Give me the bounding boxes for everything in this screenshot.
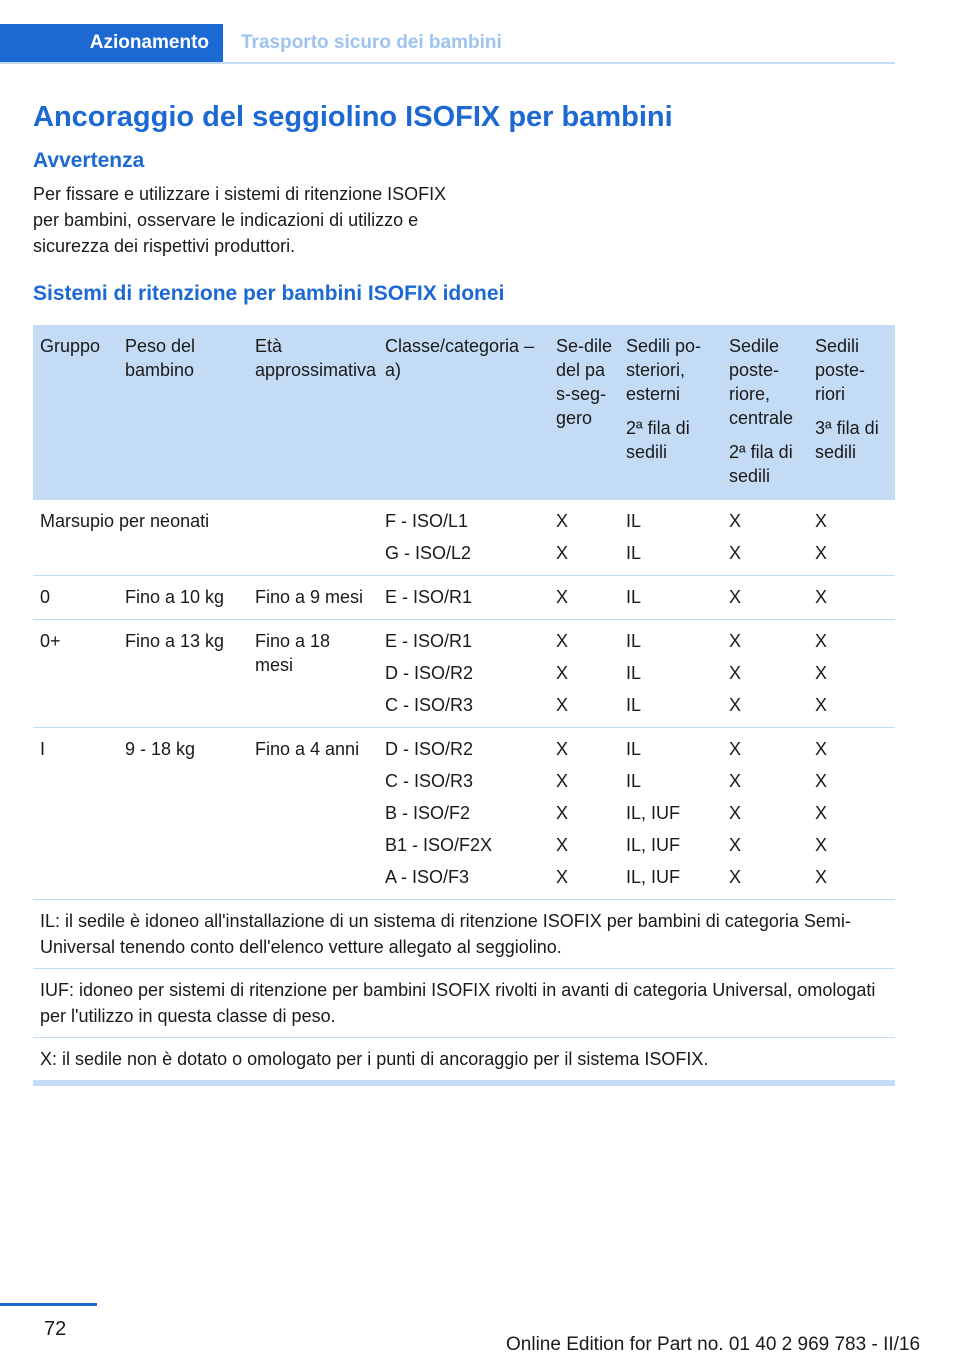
cell-value: G - ISO/L2	[385, 543, 472, 563]
cell-terza-fila	[808, 728, 895, 900]
table-row	[33, 576, 895, 620]
cell-classe	[378, 620, 549, 728]
cell-value: X	[815, 835, 828, 855]
cell-value: X	[556, 695, 569, 715]
cell-value: IL	[626, 631, 642, 651]
cell-value: IL, IUF	[626, 835, 681, 855]
edition-text: Online Edition for Part no. 01 40 2 969 783 - II/16	[506, 1334, 921, 1355]
page-title: Ancoraggio del seggiolino ISOFIX per bambini	[33, 101, 673, 133]
table-row	[33, 620, 895, 728]
table-note-row	[33, 969, 895, 1038]
cell-value: X	[729, 511, 742, 531]
cell-value: X	[556, 803, 569, 823]
cell-classe	[378, 728, 549, 900]
cell-passeggero	[549, 576, 619, 620]
cell-posteriori-esterni	[619, 576, 722, 620]
cell-value: IL, IUF	[626, 867, 681, 887]
tab-trasporto-bambini[interactable]: Trasporto sicuro dei bambini	[241, 32, 502, 53]
cell-value: E - ISO/R1	[385, 631, 473, 651]
cell-value: IL	[626, 587, 642, 607]
cell-peso: Fino a 10 kg	[118, 576, 248, 620]
cell-value: IL	[626, 739, 642, 759]
cell-posteriore-centrale	[722, 620, 808, 728]
cell-eta: Fino a 9 mesi	[248, 576, 378, 620]
note-x: X: il sedile non è dotato o omologato per i punti di ancoraggio per il sistema ISOFIX.	[33, 1038, 895, 1084]
cell-value: X	[815, 631, 828, 651]
systems-heading: Sistemi di ritenzione per bambini ISOFIX idonei	[33, 282, 505, 305]
cell-posteriore-centrale	[722, 500, 808, 576]
note-iuf: IUF: idoneo per sistemi di ritenzione per bambini ISOFIX rivolti in avanti di categoria Universal, omologati per l'utilizzo in questa classe di peso.	[33, 969, 895, 1038]
header-gruppo: Gruppo	[33, 325, 118, 500]
cell-value: X	[729, 695, 742, 715]
cell-value: X	[815, 771, 828, 791]
cell-value: X	[815, 739, 828, 759]
cell-value: D - ISO/R2	[385, 663, 474, 683]
cell-passeggero	[549, 500, 619, 576]
header-sedile-posteriore-centrale-sub: 2ª fila di sedili	[729, 442, 793, 486]
cell-value: X	[556, 631, 569, 651]
cell-value: X	[556, 663, 569, 683]
cell-gruppo: I	[33, 728, 118, 900]
cell-passeggero	[549, 620, 619, 728]
cell-peso: 9 - 18 kg	[118, 728, 248, 900]
note-il: IL: il sedile è idoneo all'installazione di un sistema di ritenzione ISOFIX per bambini di categoria Semi-Universal tenendo conto dell'elenco vetture allegato al seggiolino.	[33, 900, 895, 969]
isofix-table	[33, 325, 895, 1086]
cell-value: X	[556, 511, 569, 531]
cell-posteriore-centrale	[722, 576, 808, 620]
cell-value: X	[556, 587, 569, 607]
cell-value: D - ISO/R2	[385, 739, 474, 759]
cell-value: IL, IUF	[626, 803, 681, 823]
cell-value: IL	[626, 695, 642, 715]
cell-value: X	[556, 867, 569, 887]
cell-value: B1 - ISO/F2X	[385, 835, 493, 855]
cell-value: F - ISO/L1	[385, 511, 469, 531]
cell-value: X	[556, 543, 569, 563]
cell-gruppo: 0+	[33, 620, 118, 728]
cell-value: X	[815, 663, 828, 683]
cell-posteriore-centrale	[722, 728, 808, 900]
header-sedili-posteriori-esterni	[619, 325, 722, 500]
cell-value: X	[815, 511, 828, 531]
cell-value: C - ISO/R3	[385, 771, 474, 791]
cell-value: X	[815, 867, 828, 887]
cell-value: X	[729, 663, 742, 683]
cell-value: X	[556, 771, 569, 791]
cell-value: X	[729, 771, 742, 791]
cell-value: C - ISO/R3	[385, 695, 474, 715]
header-sedili-posteriori	[808, 325, 895, 500]
tab-azionamento[interactable]: Azionamento	[0, 24, 223, 62]
cell-value: A - ISO/F3	[385, 867, 470, 887]
cell-value: IL	[626, 771, 642, 791]
table-row	[33, 728, 895, 900]
footer-rule	[0, 1303, 97, 1306]
cell-peso: Fino a 13 kg	[118, 620, 248, 728]
table-row	[33, 500, 895, 576]
cell-terza-fila	[808, 500, 895, 576]
cell-value: X	[815, 543, 828, 563]
cell-value: X	[729, 587, 742, 607]
cell-value: X	[729, 803, 742, 823]
header-sedile-posteriore-centrale-label: Sedile poste-riore, centrale	[729, 336, 794, 428]
cell-value: X	[815, 695, 828, 715]
cell-passeggero	[549, 728, 619, 900]
section-tab-bar	[0, 24, 895, 64]
header-eta: Età approssimativa	[248, 325, 378, 500]
cell-posteriori-esterni	[619, 620, 722, 728]
header-peso: Peso del bambino	[118, 325, 248, 500]
cell-classe	[378, 576, 549, 620]
cell-posteriori-esterni	[619, 500, 722, 576]
header-sedili-posteriori-label: Sedili poste-riori	[815, 336, 866, 404]
header-sedili-posteriori-sub: 3ª fila di sedili	[815, 418, 879, 462]
cell-value: X	[729, 835, 742, 855]
cell-terza-fila	[808, 576, 895, 620]
cell-value: IL	[626, 543, 642, 563]
cell-eta: Fino a 18 mesi	[248, 620, 378, 728]
cell-classe	[378, 500, 549, 576]
header-sedile-posteriore-centrale	[722, 325, 808, 500]
warning-text: Per fissare e utilizzare i sistemi di ritenzione ISOFIX per bambini, osservare le indicazioni di utilizzo e sicurezza dei rispettivi produttori.	[33, 184, 447, 256]
header-sedili-posteriori-esterni-sub: 2ª fila di sedili	[626, 418, 690, 462]
cell-value: X	[729, 631, 742, 651]
cell-value: X	[556, 739, 569, 759]
table-note-row	[33, 1038, 895, 1084]
warning-heading: Avvertenza	[33, 149, 145, 172]
page-number: 72	[44, 1318, 67, 1340]
cell-eta: Fino a 4 anni	[248, 728, 378, 900]
header-sedili-posteriori-esterni-label: Sedili po-steriori, esterni	[626, 336, 702, 404]
cell-value: E - ISO/R1	[385, 587, 473, 607]
cell-value: IL	[626, 663, 642, 683]
cell-gruppo: 0	[33, 576, 118, 620]
table-header-row	[33, 325, 895, 500]
cell-value: X	[729, 867, 742, 887]
header-sedile-passeggero: Se-dile del pas-seg-gero	[549, 325, 619, 500]
cell-value: X	[815, 803, 828, 823]
cell-value: IL	[626, 511, 642, 531]
cell-value: X	[815, 587, 828, 607]
cell-terza-fila	[808, 620, 895, 728]
cell-value: X	[729, 739, 742, 759]
cell-value: X	[556, 835, 569, 855]
cell-value: B - ISO/F2	[385, 803, 471, 823]
cell-gruppo: Marsupio per neonati	[33, 500, 378, 576]
header-classe: Classe/categoria – a)	[378, 325, 549, 500]
cell-value: X	[729, 543, 742, 563]
cell-posteriori-esterni	[619, 728, 722, 900]
table-note-row	[33, 900, 895, 969]
